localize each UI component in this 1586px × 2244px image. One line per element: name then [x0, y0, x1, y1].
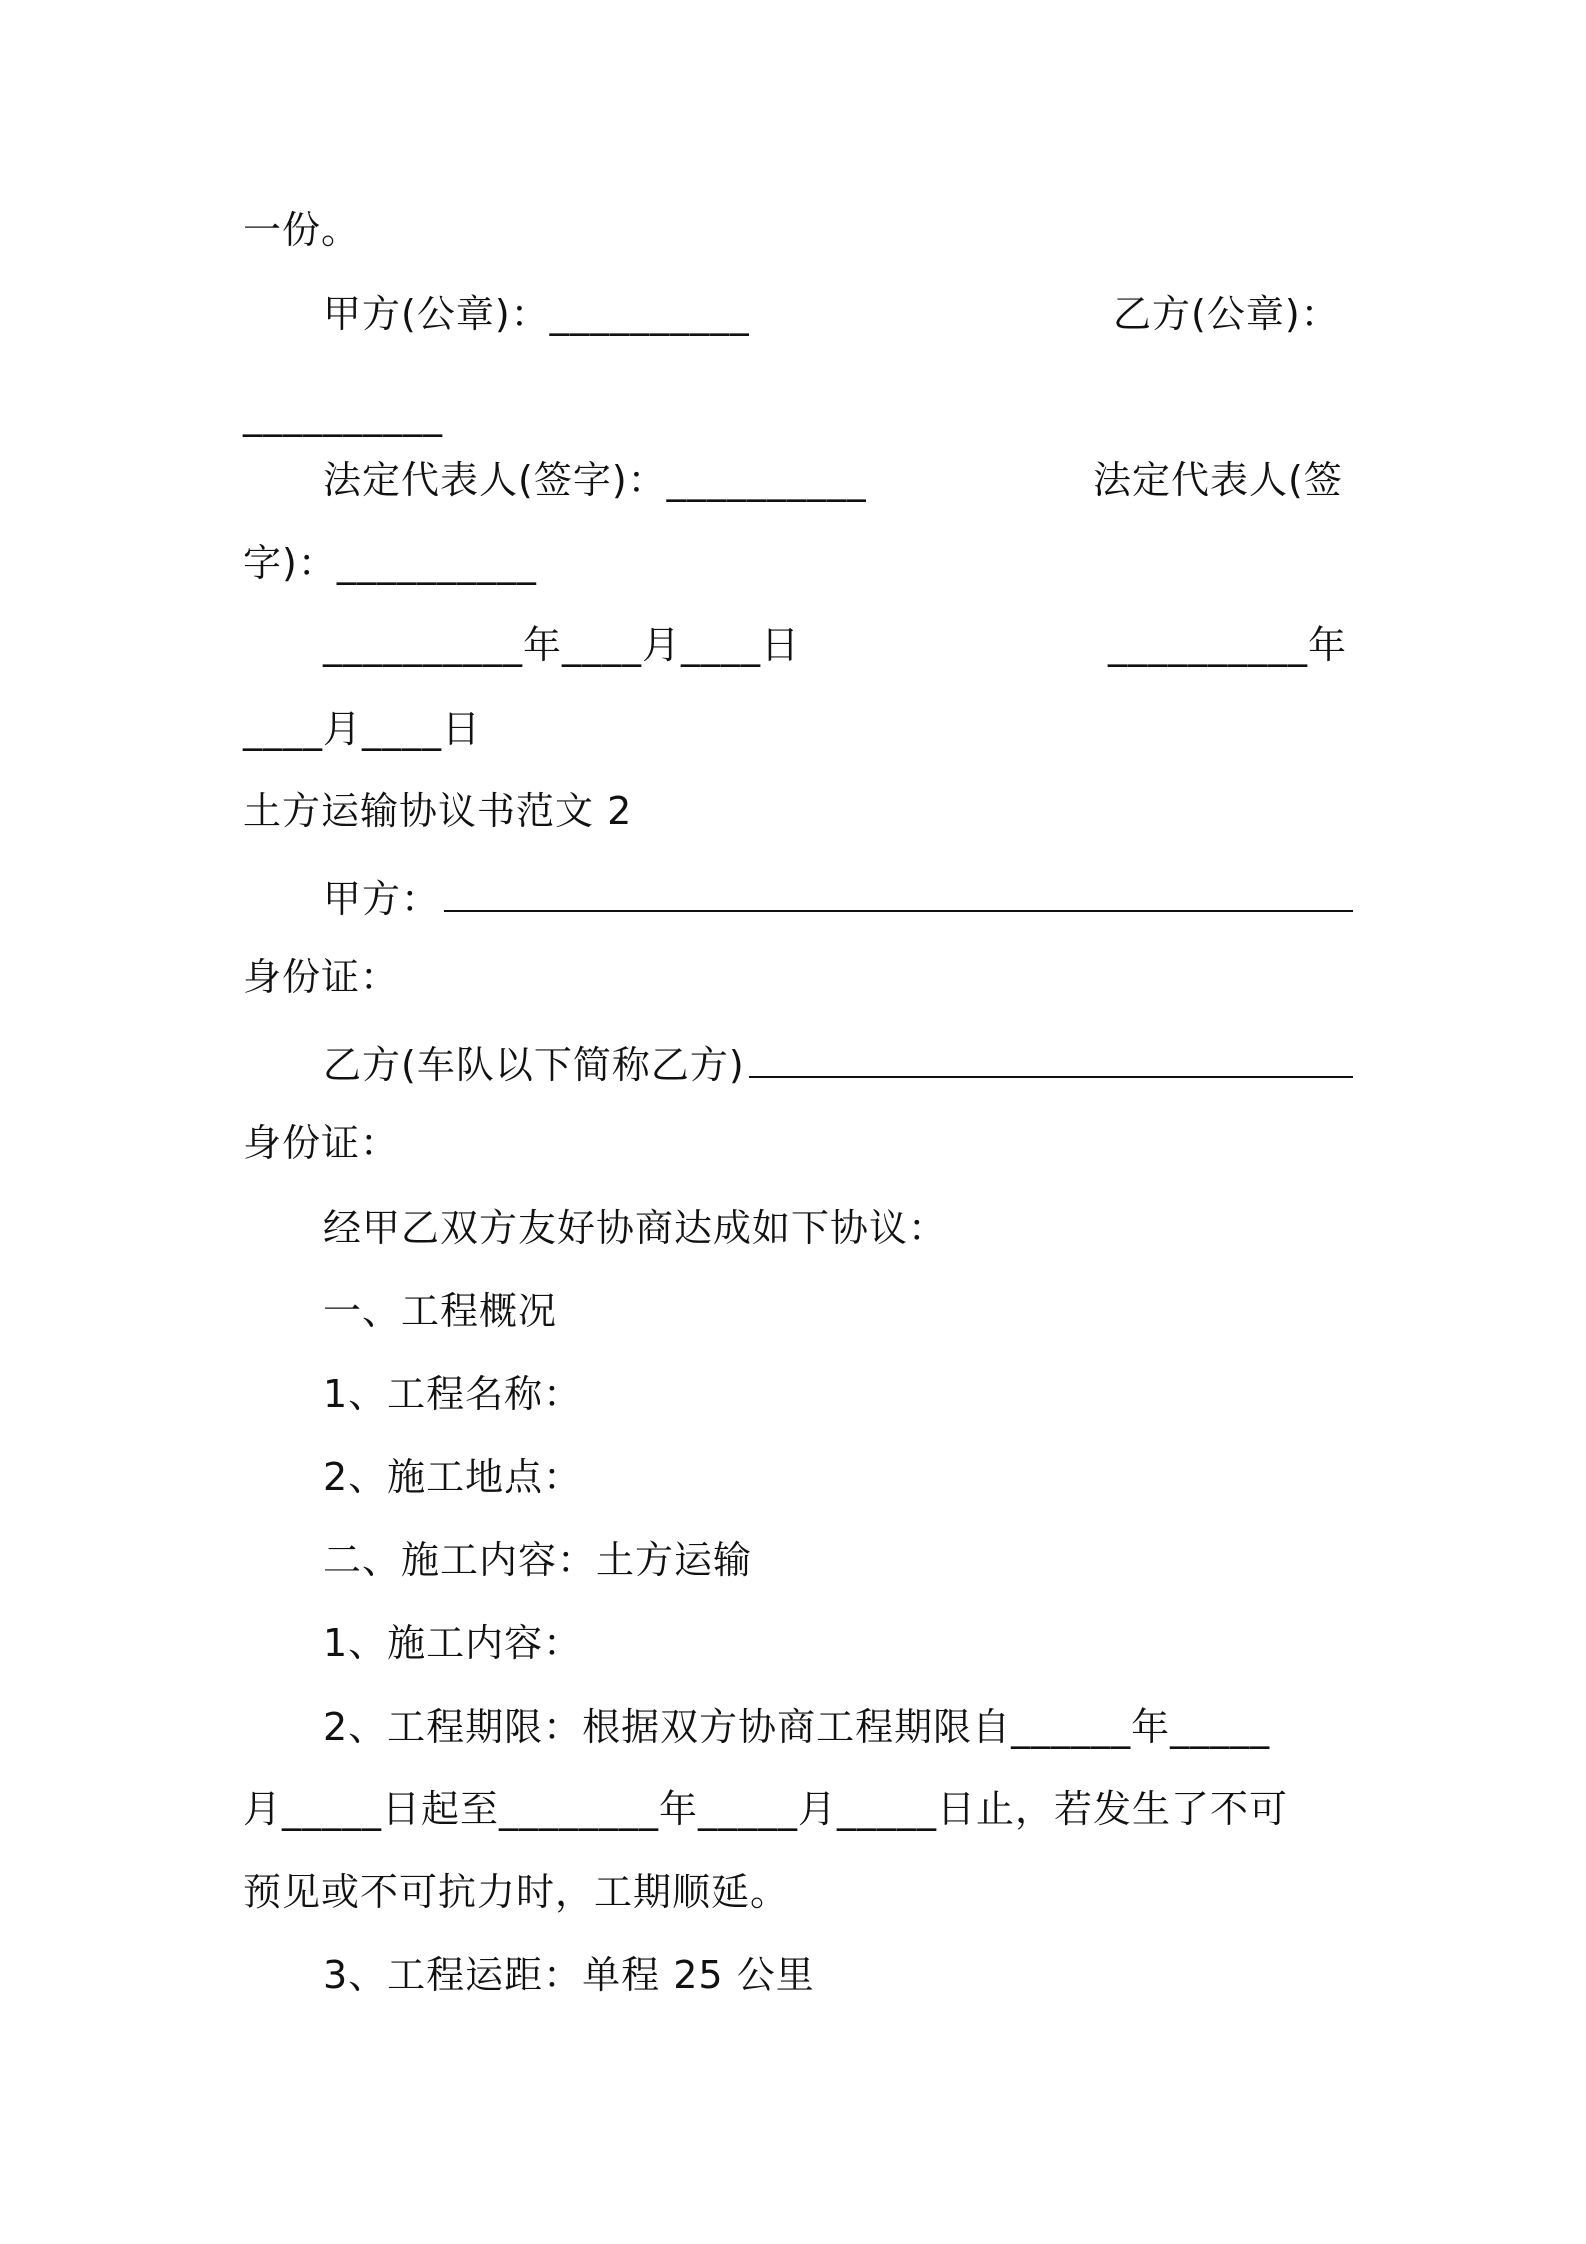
heading-project-overview: 一、工程概况	[323, 1289, 558, 1333]
agreement-intro: 经甲乙双方友好协商达成如下协议：	[323, 1206, 948, 1250]
id-card-label: 身份证：	[243, 1121, 400, 1165]
transport-distance-line: 3、工程运距：单程 25 公里	[323, 1953, 815, 1997]
party-b-date-line: __________年	[1108, 623, 1348, 667]
fill-in-rule	[749, 1040, 1353, 1078]
text-line: 一份。	[243, 208, 361, 252]
project-period-continued: 月_____日起至________年_____月_____日止，若发生了不可	[243, 1787, 1289, 1831]
date-line: ____月____日	[243, 707, 482, 751]
party-a-seal-line: 甲方(公章)：__________	[323, 292, 750, 336]
party-a-line	[323, 874, 1353, 924]
party-b-line	[323, 1040, 1353, 1090]
heading-construction-content: 二、施工内容：土方运输	[323, 1538, 753, 1582]
fill-in-rule	[444, 874, 1353, 912]
signature-line: 字)：__________	[243, 541, 537, 585]
party-b-label: 乙方(车队以下简称乙方)	[323, 1043, 745, 1087]
section-title: 土方运输协议书范文 2	[243, 789, 633, 833]
id-card-label: 身份证：	[243, 955, 400, 999]
construction-content-line: 1、施工内容：	[323, 1621, 583, 1665]
blank-line: __________	[243, 393, 443, 437]
project-period-line: 2、工程期限：根据双方协商工程期限自______年_____	[323, 1705, 1271, 1749]
project-name-line: 1、工程名称：	[323, 1372, 583, 1416]
party-a-rep-line: 法定代表人(签字)：__________	[323, 458, 867, 502]
site-location-line: 2、施工地点：	[323, 1455, 583, 1499]
project-period-end: 预见或不可抗力时，工期顺延。	[243, 1870, 790, 1914]
party-a-date-line: __________年____月____日	[323, 623, 801, 667]
party-b-seal-line: 乙方(公章)：	[1113, 292, 1340, 336]
party-b-rep-line: 法定代表人(签	[1093, 458, 1343, 502]
party-a-label: 甲方：	[323, 877, 441, 921]
